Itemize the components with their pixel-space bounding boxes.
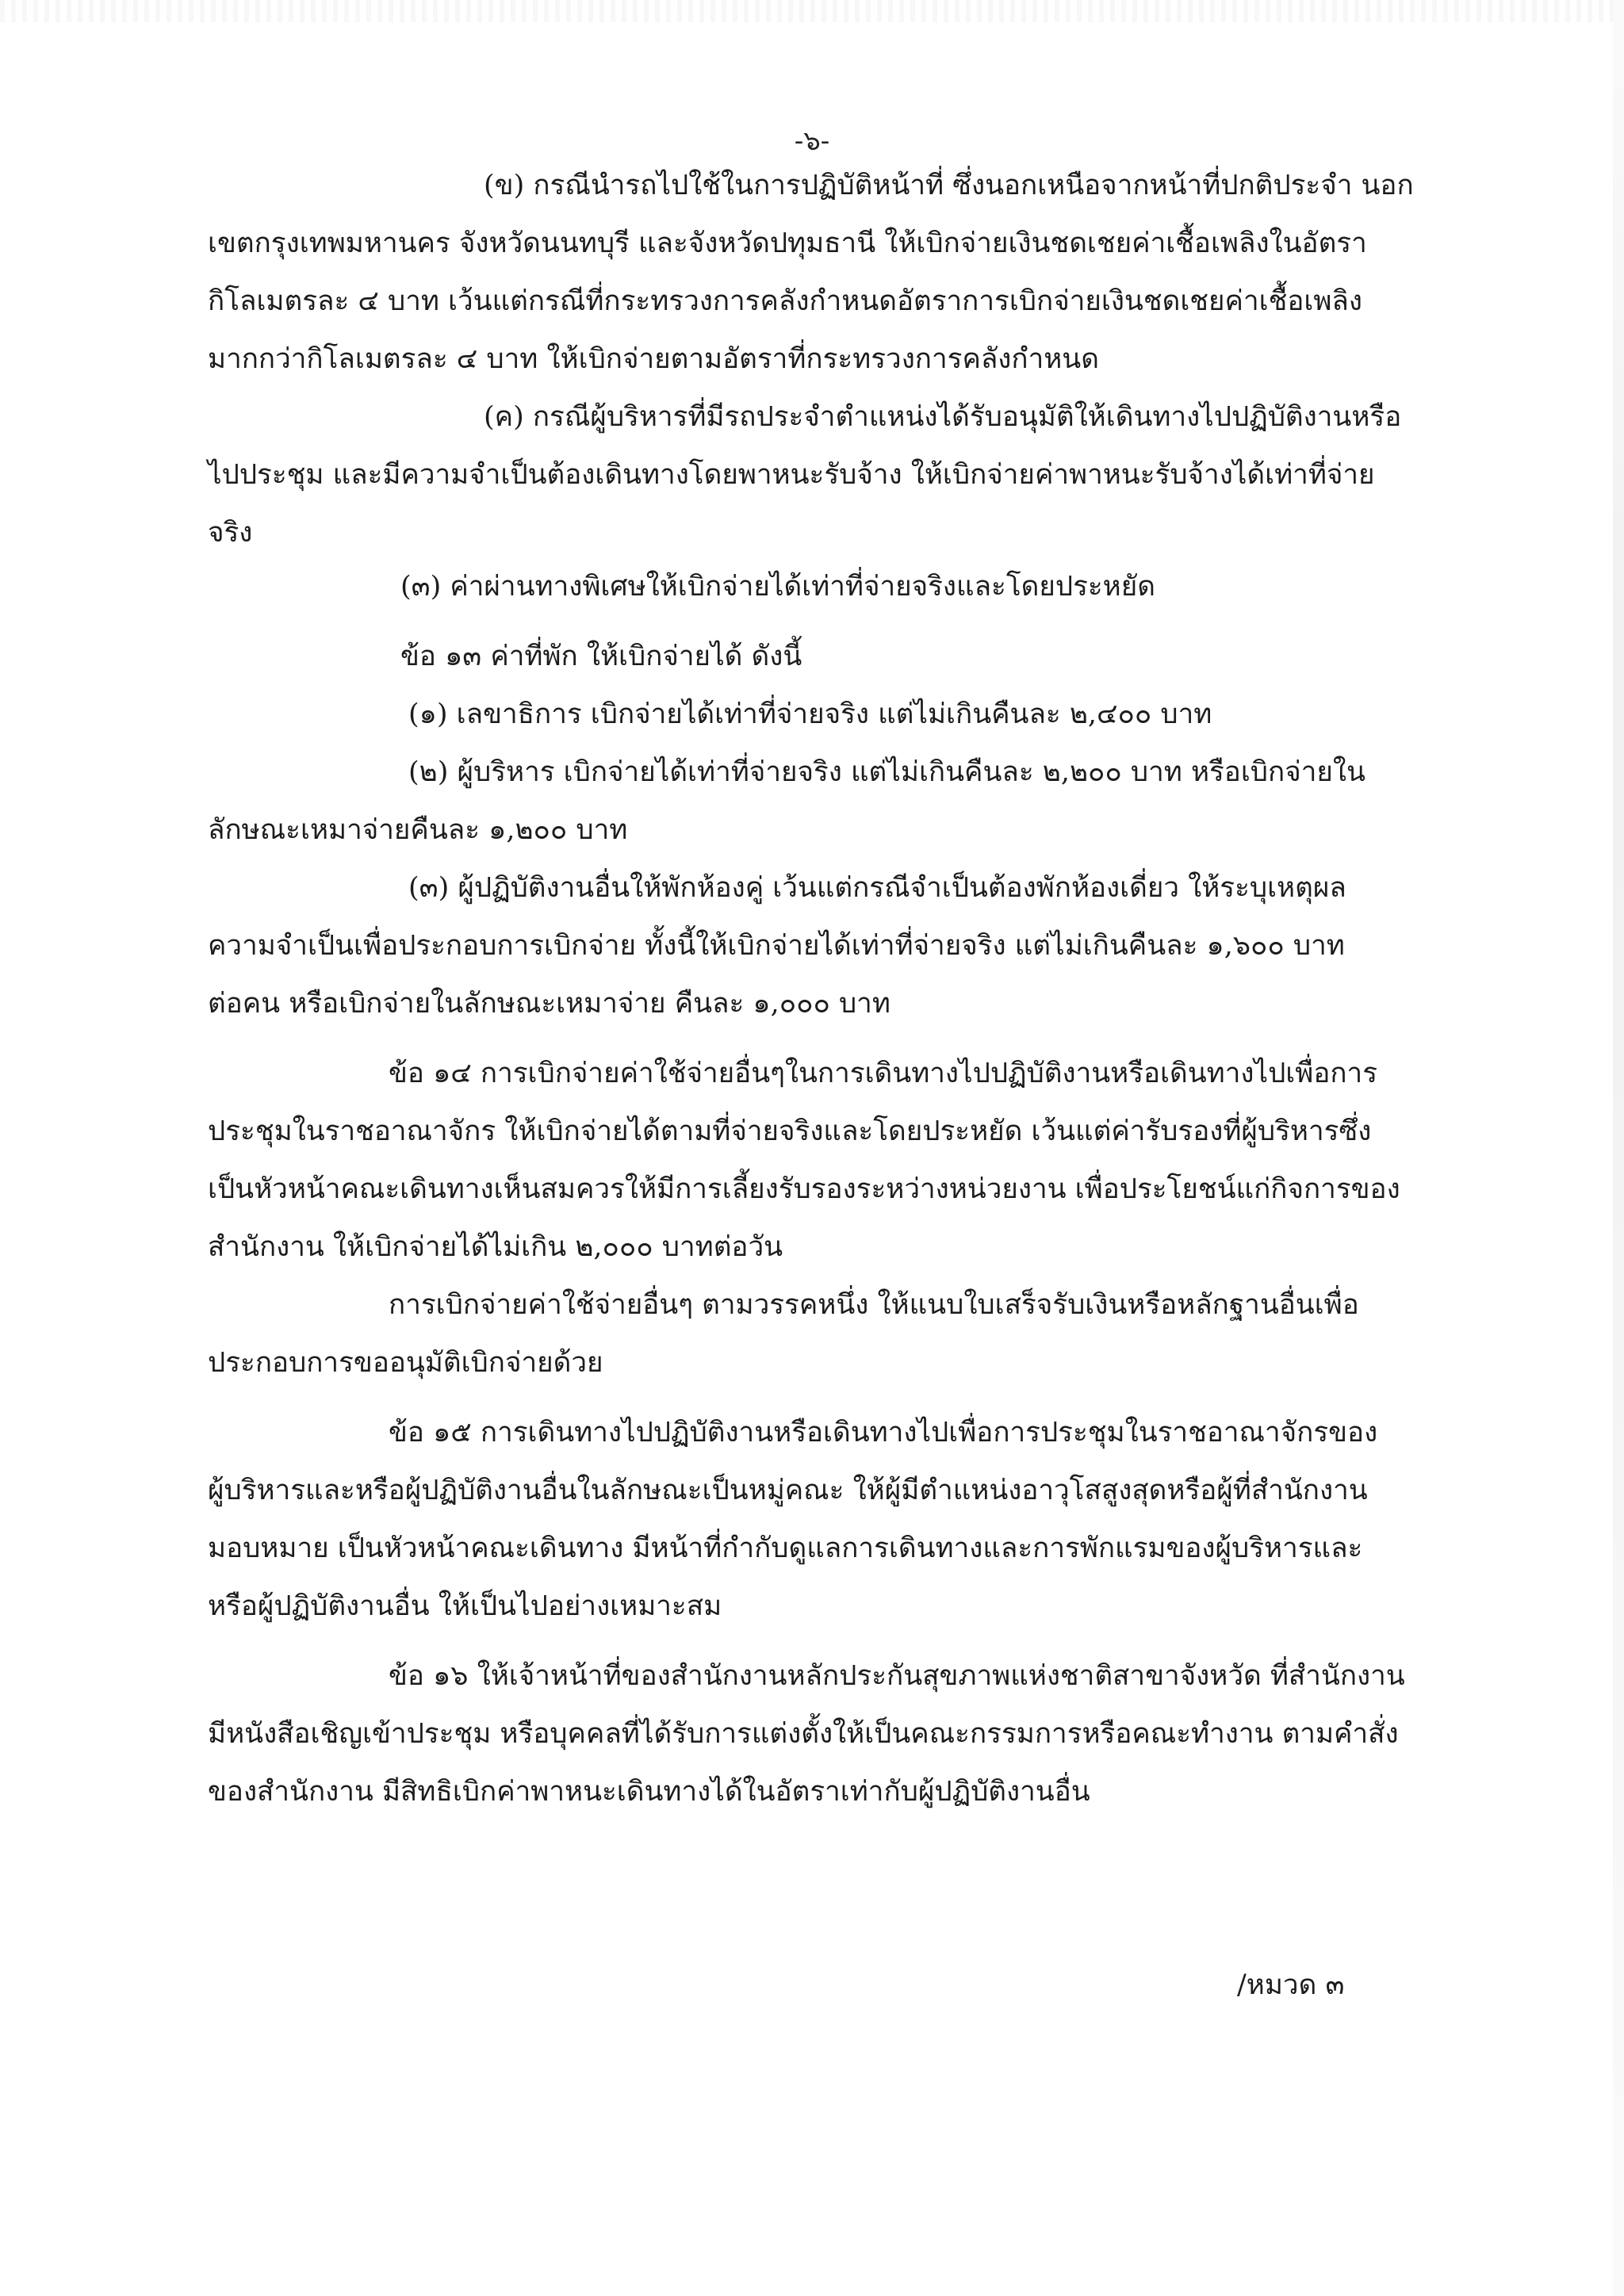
clause-heading: ข้อ ๑๓ ค่าที่พัก ให้เบิกจ่ายได้ ดังนี้ — [400, 641, 802, 672]
paragraph-line: (๒) ผู้บริหาร เบิกจ่ายได้เท่าที่จ่ายจริง แต่ไม่เกินคืนละ ๒,๒๐๐ บาท หรือเบิกจ่ายใน — [408, 756, 1365, 788]
paragraph-line: มากกว่ากิโลเมตรละ ๔ บาท ให้เบิกจ่ายตามอัตราที่กระทรวงการคลังกำหนด — [208, 343, 1099, 375]
paragraph-line: (๑) เลขาธิการ เบิกจ่ายได้เท่าที่จ่ายจริง แต่ไม่เกินคืนละ ๒,๔๐๐ บาท — [408, 698, 1212, 730]
paragraph-line: (๓) ค่าผ่านทางพิเศษให้เบิกจ่ายได้เท่าที่จ่ายจริงและโดยประหยัด — [400, 571, 1155, 603]
paragraph-line: ไปประชุม และมีความจำเป็นต้องเดินทางโดยพาหนะรับจ้าง ให้เบิกจ่ายค่าพาหนะรับจ้างได้เท่าที่จ่าย — [208, 459, 1375, 491]
paragraph-line: เขตกรุงเทพมหานคร จังหวัดนนทบุรี และจังหวัดปทุมธานี ให้เบิกจ่ายเงินชดเชยค่าเชื้อเพลิงในอัตรา — [208, 228, 1367, 259]
paragraph-line: มอบหมาย เป็นหัวหน้าคณะเดินทาง มีหน้าที่กำกับดูแลการเดินทางและการพักแรมของผู้บริหารและ — [208, 1533, 1363, 1564]
paragraph-line: สำนักงาน ให้เบิกจ่ายได้ไม่เกิน ๒,๐๐๐ บาทต่อวัน — [208, 1231, 783, 1263]
paragraph-line: ผู้บริหารและหรือผู้ปฏิบัติงานอื่นในลักษณะเป็นหมู่คณะ ให้ผู้มีตำแหน่งอาวุโสสูงสุดหรือผู้ที่สำนักงาน — [208, 1475, 1368, 1506]
next-section-reference: /หมวด ๓ — [1237, 1969, 1345, 2001]
paragraph-line: ประกอบการขออนุมัติเบิกจ่ายด้วย — [208, 1347, 603, 1379]
clause-heading: ข้อ ๑๕ การเดินทางไปปฏิบัติงานหรือเดินทางไปเพื่อการประชุมในราชอาณาจักรของ — [389, 1417, 1378, 1448]
clause-heading: ข้อ ๑๔ การเบิกจ่ายค่าใช้จ่ายอื่นๆในการเดินทางไปปฏิบัติงานหรือเดินทางไปเพื่อการ — [389, 1058, 1377, 1089]
paragraph-line: จริง — [208, 517, 253, 549]
paragraph-line: ของสำนักงาน มีสิทธิเบิกค่าพาหนะเดินทางได้ในอัตราเท่ากับผู้ปฏิบัติงานอื่น — [208, 1776, 1090, 1808]
paragraph-line: เป็นหัวหน้าคณะเดินทางเห็นสมควรให้มีการเลี้ยงรับรองระหว่างหน่วยงาน เพื่อประโยชน์แก่กิจการของ — [208, 1173, 1400, 1205]
page-number: -๖- — [794, 125, 830, 157]
paragraph-line: การเบิกจ่ายค่าใช้จ่ายอื่นๆ ตามวรรคหนึ่ง ให้แนบใบเสร็จรับเงินหรือหลักฐานอื่นเพื่อ — [389, 1289, 1359, 1321]
scan-edge-right — [1613, 0, 1624, 2296]
paragraph-line: ลักษณะเหมาจ่ายคืนละ ๑,๒๐๐ บาท — [208, 814, 628, 846]
paragraph-line: หรือผู้ปฏิบัติงานอื่น ให้เป็นไปอย่างเหมาะสม — [208, 1590, 722, 1622]
scan-edge-top — [0, 0, 1624, 22]
paragraph-line: ประชุมในราชอาณาจักร ให้เบิกจ่ายได้ตามที่จ่ายจริงและโดยประหยัด เว้นแต่ค่ารับรองที่ผู้บริหารซึ่ง — [208, 1115, 1372, 1147]
paragraph-line: ต่อคน หรือเบิกจ่ายในลักษณะเหมาจ่าย คืนละ ๑,๐๐๐ บาท — [208, 988, 891, 1020]
paragraph-line: ความจำเป็นเพื่อประกอบการเบิกจ่าย ทั้งนี้ให้เบิกจ่ายได้เท่าที่จ่ายจริง แต่ไม่เกินคืนละ ๑,๖๐๐ บาท — [208, 930, 1345, 962]
paragraph-line: มีหนังสือเชิญเข้าประชุม หรือบุคคลที่ได้รับการแต่งตั้งให้เป็นคณะกรรมการหรือคณะทำงาน ตามคำสั่ง — [208, 1718, 1399, 1750]
paragraph-line: กิโลเมตรละ ๔ บาท เว้นแต่กรณีที่กระทรวงการคลังกำหนดอัตราการเบิกจ่ายเงินชดเชยค่าเชื้อเพลิง — [208, 285, 1362, 317]
paragraph-line: (๓) ผู้ปฏิบัติงานอื่นให้พักห้องคู่ เว้นแต่กรณีจำเป็นต้องพักห้องเดี่ยว ให้ระบุเหตุผล — [408, 872, 1346, 904]
clause-heading: ข้อ ๑๖ ให้เจ้าหน้าที่ของสำนักงานหลักประกันสุขภาพแห่งชาติสาขาจังหวัด ที่สำนักงาน — [389, 1660, 1405, 1692]
paragraph-line: (ข) กรณีนำรถไปใช้ในการปฏิบัติหน้าที่ ซึ่งนอกเหนือจากหน้าที่ปกติประจำ นอก — [484, 170, 1414, 201]
paragraph-line: (ค) กรณีผู้บริหารที่มีรถประจำตำแหน่งได้รับอนุมัติให้เดินทางไปปฏิบัติงานหรือ — [484, 401, 1402, 433]
